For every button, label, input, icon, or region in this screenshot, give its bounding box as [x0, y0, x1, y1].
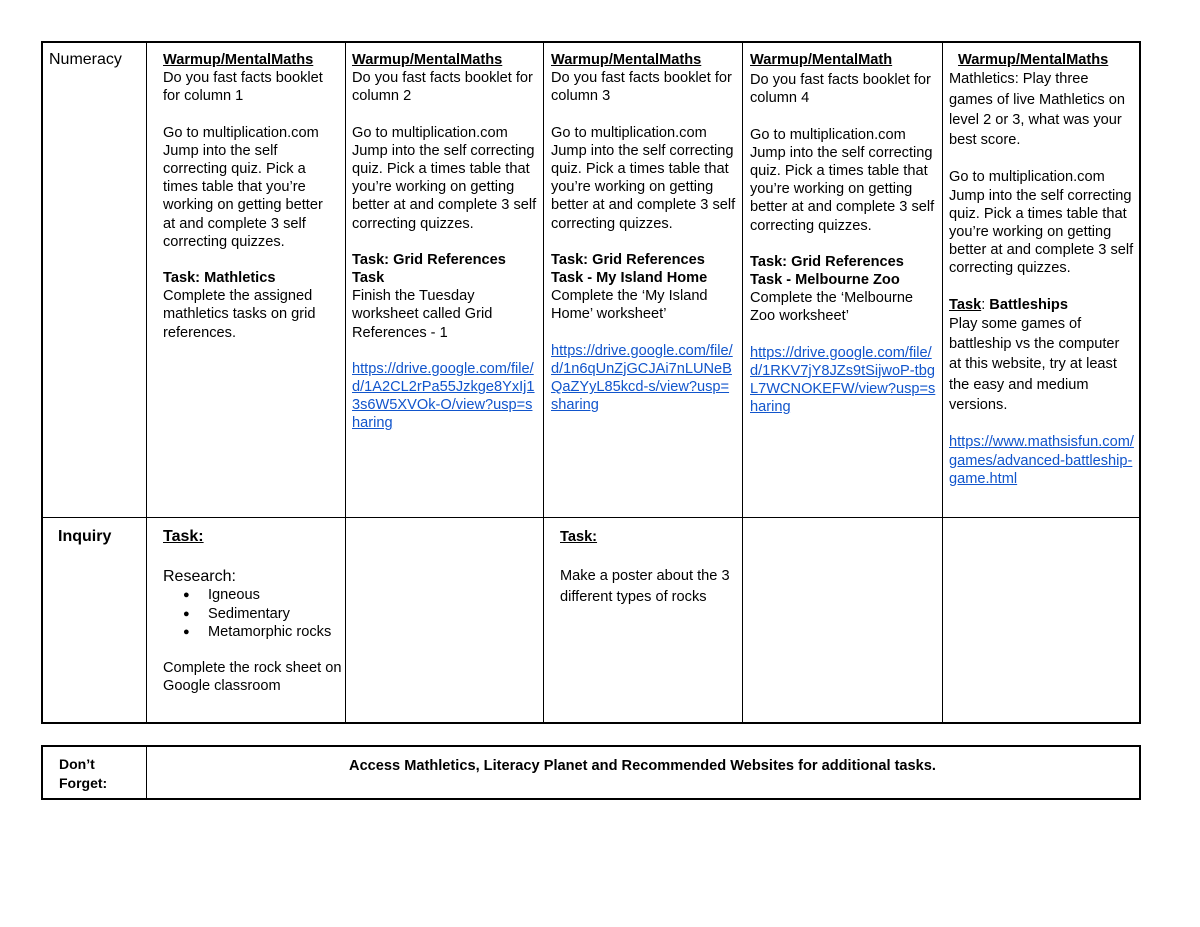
numeracy-column-4 [750, 51, 936, 416]
fast-facts-text: Do you fast facts booklet for column 1 [163, 70, 323, 105]
numeracy-column-2 [352, 51, 538, 433]
multiplication-text: Go to multiplication.com Jump into the self correcting quiz. Pick a times table that you’re working on getting better at and complete 3 self correcting quizzes. [163, 124, 323, 250]
row-label-numeracy: Numeracy [49, 51, 122, 68]
column-divider [345, 43, 346, 722]
task-title: Task: Grid References Task [352, 251, 506, 287]
reminder-label: Don’t Forget: [59, 756, 108, 791]
warmup-heading: Warmup/MentalMaths [958, 52, 1109, 68]
column-divider [543, 43, 544, 722]
task-title: Task: Mathletics [163, 270, 276, 287]
task-title: Task: [163, 528, 204, 545]
task-text: Complete the ‘My Island Home’ worksheet’ [551, 288, 708, 323]
warmup-heading: Warmup/MentalMaths [551, 52, 702, 68]
multiplication-text: Go to multiplication.com Jump into the self correcting quiz. Pick a times table that you’re working on getting better at and complete 3 self correcting quizzes. [750, 126, 935, 234]
task-title: Task: Grid References Task - Melbourne Zoo [750, 253, 904, 289]
multiplication-text: Go to multiplication.com Jump into the self correcting quiz. Pick a times table that you’re working on getting better at and complete 3 self correcting quizzes. [352, 124, 537, 232]
task-text: Finish the Tuesday worksheet called Grid References - 1 [352, 288, 493, 341]
multiplication-text: Go to multiplication.com Jump into the self correcting quiz. Pick a times table that you’re working on getting better at and complete 3 self correcting quizzes. [551, 124, 736, 232]
numeracy-column-1 [163, 51, 338, 342]
numeracy-column-5 [949, 51, 1135, 488]
row-label-inquiry: Inquiry [58, 528, 112, 545]
column-divider [742, 43, 743, 722]
row-divider [43, 517, 1139, 518]
list-item: ● Igneous [163, 586, 343, 604]
fast-facts-text: Do you fast facts booklet for column 2 [352, 70, 533, 105]
fast-facts-text: Do you fast facts booklet for column 3 [551, 70, 732, 105]
multiplication-text: Go to multiplication.com Jump into the self correcting quiz. Pick a times table that you’re working on getting better at and complete 3 self correcting quizzes. [949, 169, 1134, 277]
task-text: Complete the ‘Melbourne Zoo worksheet’ [750, 290, 914, 325]
battleship-link[interactable]: https://www.mathsisfun.com/games/advanced-battleship-game.html [949, 434, 1134, 487]
rock-types-list [163, 586, 343, 641]
warmup-heading: Warmup/MentalMath [750, 52, 893, 68]
worksheet-link[interactable]: https://drive.google.com/file/d/1RKV7jY8JZs9tSijwoP-tbgL7WCNOKEFW/view?usp=sharing [750, 344, 936, 416]
task-label: Task [949, 296, 982, 313]
inquiry-column-1 [163, 528, 343, 695]
inquiry-column-3 [560, 528, 730, 607]
task-title: Task: [560, 529, 598, 545]
research-label: Research: [163, 568, 236, 586]
worksheet-link[interactable]: https://drive.google.com/file/d/1A2CL2rPa55Jzkge8YxIj13s6W5XVOk-O/view?usp=sharing [352, 360, 535, 432]
column-divider [942, 43, 943, 722]
task-text: Play some games of battleship vs the computer at this website, try at least the easy and medium versions. [949, 315, 1120, 413]
poster-text: Make a poster about the 3 different types of rocks [560, 568, 730, 605]
reminder-message: Access Mathletics, Literacy Planet and Recommended Websites for additional tasks. [349, 758, 936, 774]
rock-sheet-text: Complete the rock sheet on Google classroom [163, 660, 342, 695]
task-text: Complete the assigned mathletics tasks on grid references. [163, 288, 316, 341]
task-title: Task: Grid References Task - My Island Home [551, 251, 708, 287]
column-divider [146, 43, 147, 722]
task-name: Battleships [989, 296, 1068, 313]
numeracy-column-3 [551, 51, 736, 414]
mathletics-text: Mathletics: Play three games of live Mathletics on level 2 or 3, what was your best score. [949, 71, 1126, 149]
task-title [949, 296, 1135, 314]
worksheet-link[interactable]: https://drive.google.com/file/d/1n6qUnZjGCJAi7nLUNeBQaZYyL85kcd-s/view?usp=sharing [551, 342, 733, 414]
fast-facts-text: Do you fast facts booklet for column 4 [750, 72, 931, 107]
list-item: ● Sedimentary [163, 605, 343, 623]
list-item: ● Metamorphic rocks [163, 623, 343, 641]
task-colon: : [981, 296, 990, 313]
warmup-heading: Warmup/MentalMaths [352, 52, 503, 68]
warmup-heading: Warmup/MentalMaths [163, 52, 314, 68]
